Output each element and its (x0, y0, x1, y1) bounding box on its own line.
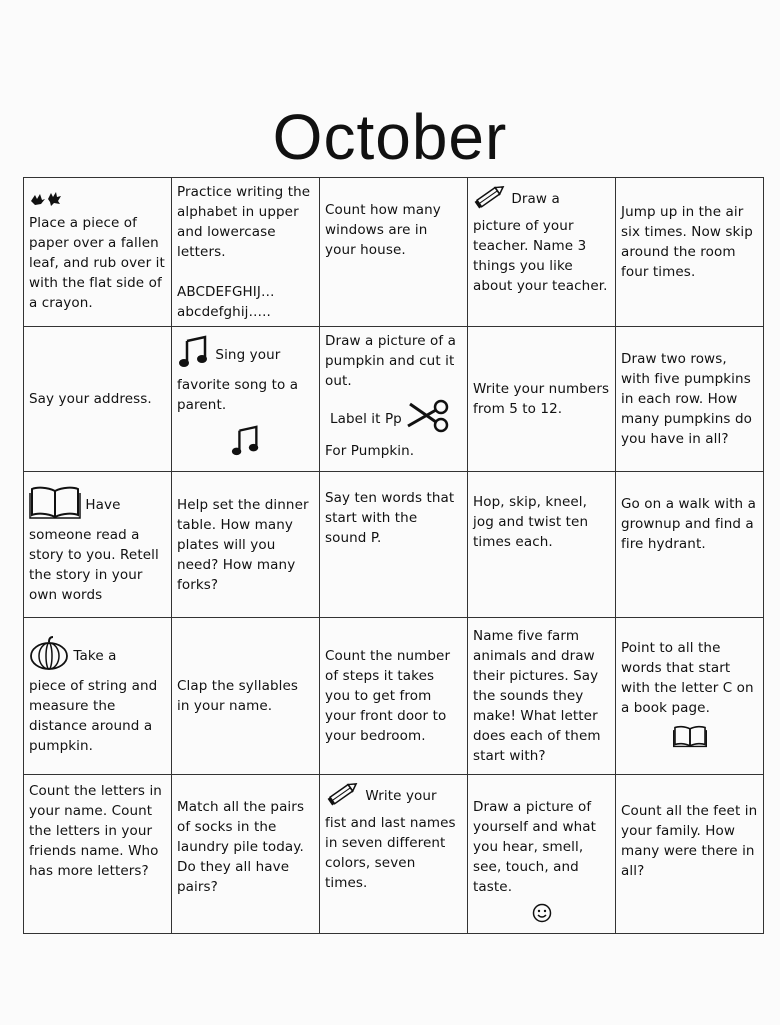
activity-text: piece of string and measure the distance around a pumpkin. (29, 678, 158, 754)
pumpkin-icon (29, 636, 69, 676)
smiley-icon (532, 903, 552, 929)
activity-text: Hop, skip, kneel, jog and twist ten times each. (473, 494, 589, 550)
activity-cell (616, 178, 764, 327)
activity-text: Say ten words that start with the sound P. (325, 490, 455, 546)
alphabet-upper: ABCDEFGHIJ… (177, 284, 275, 300)
activity-text: Draw a picture of a pumpkin and cut it out. (325, 333, 457, 389)
activity-cell (320, 327, 468, 472)
activity-cell (320, 775, 468, 934)
activity-text: favorite song to a parent. (177, 377, 299, 413)
music-note-icon (230, 425, 262, 463)
alphabet-lower: abcdefghij….. (177, 304, 271, 320)
activity-cell (24, 327, 172, 472)
activity-cell (616, 472, 764, 618)
activity-text: Count the number of steps it takes you to get from your front door to your bedroom. (325, 648, 451, 744)
activity-cell (24, 775, 172, 934)
activity-text: Say your address. (29, 391, 152, 407)
activity-cell (468, 327, 616, 472)
activity-cell (616, 775, 764, 934)
music-note-icon (177, 335, 211, 375)
activity-text: Help set the dinner table. How many plates will you need? How many forks? (177, 496, 309, 593)
book-icon (29, 485, 81, 525)
activity-text: For Pumpkin. (325, 443, 415, 459)
calendar-grid (23, 177, 764, 934)
leaves-icon (29, 191, 63, 213)
activity-text: Label it Pp (330, 411, 402, 427)
activity-cell (172, 178, 320, 327)
activity-cell (24, 472, 172, 618)
activity-text: Count all the feet in your family. How many were there in all? (621, 803, 758, 879)
activity-text: picture of your teacher. Name 3 things you like about your teacher. (473, 218, 608, 294)
activity-text: Point to all the words that start with the letter C on a book page. (621, 640, 754, 716)
activity-text: fist and last names in seven different colors, seven times. (325, 815, 456, 891)
activity-cell (24, 618, 172, 775)
activity-text: Clap the syllables in your name. (177, 678, 299, 714)
activity-cell (24, 178, 172, 327)
activity-text: Practice writing the alphabet in upper and lowercase letters. (177, 184, 311, 260)
activity-text: Sing your (215, 347, 281, 363)
activity-cell (468, 472, 616, 618)
activity-cell (172, 618, 320, 775)
activity-cell (320, 472, 468, 618)
activity-text: Place a piece of paper over a fallen leaf, and rub over it with the flat side of a crayon. (29, 215, 165, 311)
pencil-icon (473, 182, 507, 216)
activity-text: Draw two rows, with five pumpkins in each row. How many pumpkins do you have in all? (621, 351, 752, 447)
activity-text: Name five farm animals and draw their pictures. Say the sounds they make! What letter does each of them start with? (473, 628, 601, 764)
activity-text: Jump up in the air six times. Now skip around the room four times. (621, 204, 753, 280)
activity-cell (468, 178, 616, 327)
scissors-icon (406, 399, 452, 439)
activity-text: someone read a story to you. Retell the story in your own words (29, 526, 159, 603)
activity-text: Draw a (511, 191, 560, 207)
activity-text: Write your numbers from 5 to 12. (473, 381, 610, 417)
activity-text: Match all the pairs of socks in the laundry pile today. Do they all have pairs? (177, 799, 305, 895)
activity-text: Count how many windows are in your house. (325, 202, 441, 258)
activity-cell (172, 472, 320, 618)
activity-text: Count the letters in your name. Count the letters in your friends name. Who has more letters? (29, 783, 162, 879)
activity-cell (468, 775, 616, 934)
activity-text: Draw a picture of yourself and what you hear, smell, see, touch, and taste. (473, 799, 597, 895)
activity-text: Write your (365, 788, 437, 804)
activity-text: Have (85, 496, 121, 513)
activity-cell (320, 178, 468, 327)
activity-cell (616, 618, 764, 775)
pencil-icon (325, 779, 361, 813)
book-icon (673, 724, 707, 754)
activity-cell (172, 327, 320, 472)
page-title: October (272, 101, 508, 173)
activity-cell (468, 618, 616, 775)
activity-cell (616, 327, 764, 472)
activity-text: Take a (73, 648, 117, 664)
activity-cell (172, 775, 320, 934)
activity-text: Go on a walk with a grownup and find a fire hydrant. (621, 496, 756, 552)
activity-cell (320, 618, 468, 775)
